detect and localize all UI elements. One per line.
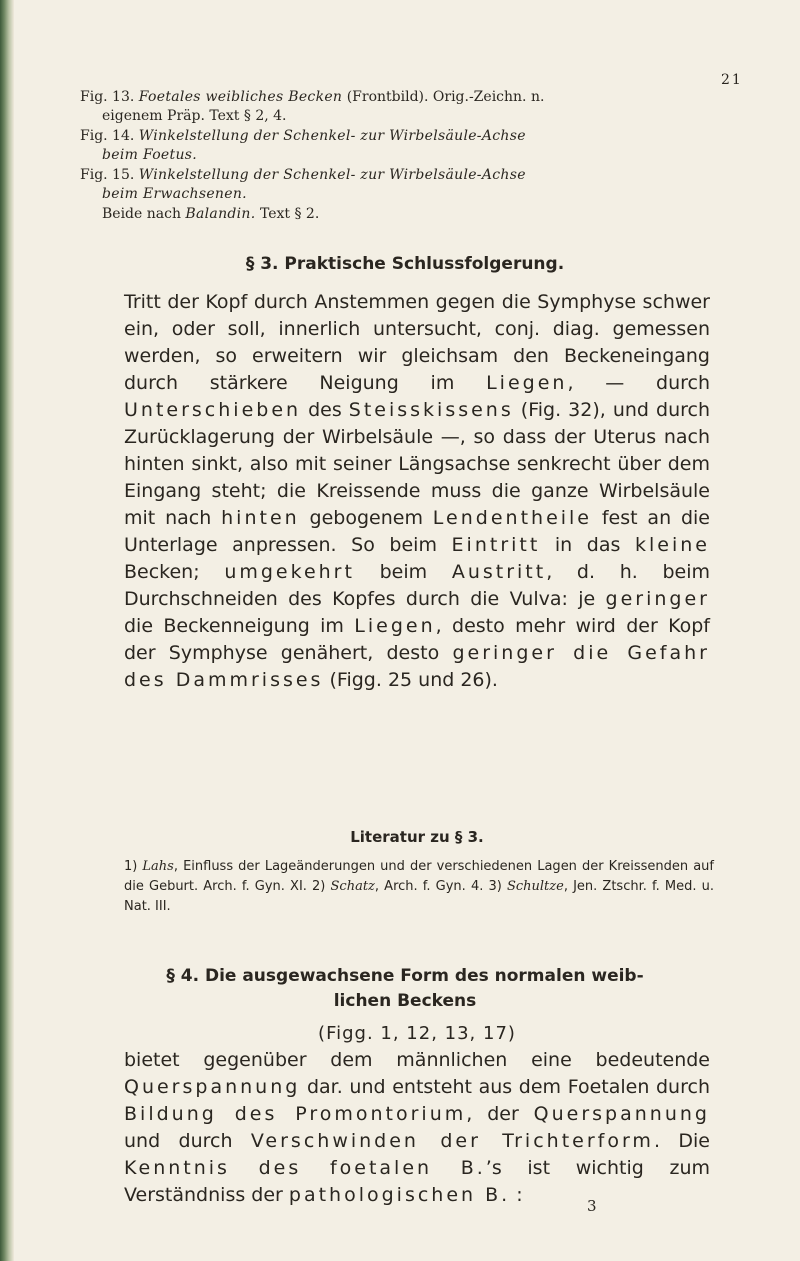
literature-references: 1) Lahs, Einfluss der Lageänderungen und der verschiedenen Lagen der Kreissenden auf die Geburt. Arch. f. Gyn. XI. 2) Schatz, Arch. f. Gyn. 4. 3) Schultze, Jen. Ztschr. f. Med. u. Nat. III.	[124, 859, 714, 914]
caption-fig-13: Fig. 13. Foetales weibliches Becken (Frontbild). Orig.-Zeichn. n. eigenem Präp. Text § 2, 4.	[80, 89, 545, 124]
section-4-figure-refs: (Figg. 1, 12, 13, 17)	[318, 1023, 516, 1044]
caption-fig-14: Fig. 14. Winkelstellung der Schenkel- zur Wirbelsäule-Achse beim Foetus.	[80, 128, 526, 163]
caption-fig-15: Fig. 15. Winkelstellung der Schenkel- zur Wirbelsäule-Achse beim Erwachsenen.	[80, 167, 526, 202]
section-3-paragraph: Tritt der Kopf durch Anstemmen gegen die Symphyse schwer ein, oder soll, innerlich untersucht, conj. diag. gemessen werden, so erweitern wir gleichsam den Beckeneingang durch stärkere Neigung im Liegen, — durch Unterschieben des Steisskissens (Fig. 32), und durch Zurücklagerung der Wirbelsäule —, so dass der Uterus nach hinten sinkt, also mit seiner Längsachse senkrecht über dem Eingang steht; die Kreissende muss die ganze Wirbelsäule mit nach hinten gebogenem Lendentheile fest an die Unterlage anpressen. So beim Eintritt in das kleine Becken; umgekehrt beim Austritt, d. h. beim Durchschneiden des Kopfes durch die Vulva: je geringer die Beckenneigung im Liegen, desto mehr wird der Kopf der Symphyse genähert, desto geringer die Gefahr des Dammrisses (Figg. 25 und 26).	[124, 291, 710, 691]
section-3-heading: § 3. Praktische Schlussfolgerung.	[245, 254, 565, 274]
book-binding-edge	[0, 0, 14, 1261]
section-4-heading: § 4. Die ausgewachsene Form des normalen weib- lichen Beckens	[166, 966, 644, 1011]
page-number: 21	[721, 72, 743, 88]
section-4-paragraph: bietet gegenüber dem männlichen eine bedeutende Querspannung dar. und entsteht aus dem Foetalen durch Bildung des Promontorium, der Querspannung und durch Verschwinden der Trichterform. Die Kenntnis des foetalen B.’s ist wichtig zum Verständniss der pathologischen B. :	[124, 1049, 710, 1206]
signature-mark: 3	[587, 1197, 597, 1215]
caption-source: Beide nach Balandin. Text § 2.	[102, 206, 320, 222]
literature-heading: Literatur zu § 3.	[350, 828, 484, 846]
